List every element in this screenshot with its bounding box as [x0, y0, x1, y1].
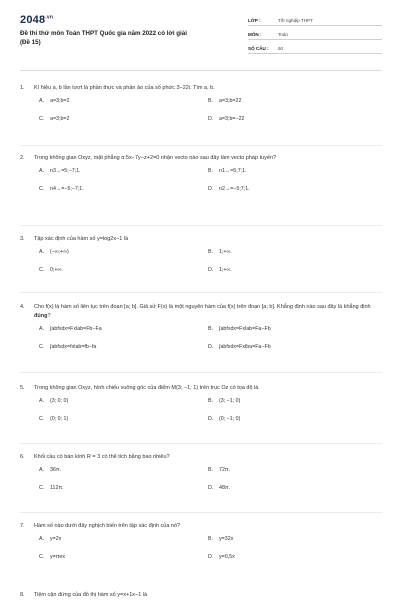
option-text: y=0,5x — [219, 554, 235, 560]
option-letter: C. — [39, 344, 45, 350]
option-text: a=3;b=22 — [219, 98, 242, 104]
option-text: 36π. — [50, 467, 62, 473]
meta-row-subject — [248, 26, 382, 40]
question-separator — [20, 372, 382, 373]
question-body-emphasis: đúng — [34, 313, 48, 319]
question-text — [20, 84, 382, 93]
question-body: Hàm số nào dưới đây nghịch biến trên tập xác định của nó? — [34, 523, 181, 529]
option-letter: B. — [208, 398, 214, 404]
option-text: (−∞;+∞) — [50, 249, 69, 255]
option-text: n4→=−5;−7;1. — [50, 186, 84, 192]
question-body: Tập xác định của hàm số y=log2x−1 là — [34, 236, 129, 242]
option-text: a=3;b=2 — [50, 116, 70, 122]
question-4 — [20, 303, 382, 364]
question-separator — [20, 145, 382, 146]
answer-options — [20, 536, 382, 574]
logo-main: 2048 — [20, 14, 46, 26]
option-b[interactable] — [208, 98, 358, 104]
document-header — [20, 12, 382, 62]
exam-title-line2: (Đề 15) — [20, 39, 41, 46]
header-divider — [20, 70, 382, 71]
question-text — [20, 235, 382, 244]
option-b[interactable] — [208, 168, 358, 174]
option-b[interactable] — [208, 326, 358, 332]
answer-options — [20, 98, 382, 136]
question-5 — [20, 384, 382, 436]
meta-value: Tốt nghiệp THPT — [278, 18, 313, 23]
answer-options — [20, 326, 382, 364]
option-letter: A. — [39, 536, 45, 542]
option-d[interactable] — [208, 554, 358, 560]
option-c[interactable] — [39, 116, 189, 122]
option-text: 48π. — [219, 485, 231, 491]
question-body: Trong không gian Oxyz, hình chiếu vuông góc của điểm M(3; −1; 1) trên trục Oz có tọa độ là — [34, 385, 259, 391]
question-body: Trong không gian Oxyz, mặt phẳng α:5x−7y−z+2=0 nhận vecto nào sau đây làm vecto pháp tuyến? — [34, 155, 277, 161]
option-b[interactable] — [208, 467, 358, 473]
answer-options — [20, 249, 382, 287]
option-letter: D. — [208, 267, 214, 273]
option-letter: A. — [39, 249, 45, 255]
question-body-post: ? — [47, 313, 51, 319]
option-letter: B. — [208, 98, 214, 104]
option-c[interactable] — [39, 485, 189, 491]
option-letter: D. — [208, 554, 214, 560]
option-text: n3→=5;−7;1. — [50, 168, 81, 174]
question-number: 4. — [20, 304, 25, 310]
question-number: 1. — [20, 85, 25, 91]
logo-suffix: .vn — [45, 14, 54, 21]
option-text: a=3;b=2 — [50, 98, 70, 104]
meta-label: MÔN : — [248, 32, 262, 37]
answer-options — [20, 398, 382, 436]
option-d[interactable] — [208, 485, 358, 491]
option-d[interactable] — [208, 267, 358, 273]
option-letter: C. — [39, 267, 45, 273]
option-letter: D. — [208, 416, 214, 422]
question-text — [20, 303, 382, 321]
option-text: y=2x — [50, 536, 62, 542]
option-text: 1;+∞. — [219, 267, 232, 273]
option-a[interactable] — [39, 326, 189, 332]
question-number: 6. — [20, 454, 25, 460]
option-letter: C. — [39, 485, 45, 491]
option-text: (3; 0; 0) — [50, 398, 69, 404]
option-letter: A. — [39, 398, 45, 404]
question-separator — [20, 292, 382, 293]
option-text: 72π. — [219, 467, 231, 473]
option-letter: B. — [208, 326, 214, 332]
option-text: 1;+∞. — [219, 249, 232, 255]
option-letter: B. — [208, 467, 214, 473]
question-number: 5. — [20, 385, 25, 391]
question-number: 2. — [20, 155, 25, 161]
option-text: 112π. — [50, 485, 64, 491]
option-text: (0; −1; 0) — [219, 416, 241, 422]
exam-title — [20, 29, 250, 47]
option-text: 0;+∞. — [50, 267, 63, 273]
option-text: n1→=5;7;1. — [219, 168, 247, 174]
exam-title-line1: Đề thi thử môn Toán THPT Quốc gia năm 2022 có lời giải — [20, 30, 187, 37]
question-2 — [20, 154, 382, 206]
question-number: 3. — [20, 236, 25, 242]
option-letter: C. — [39, 116, 45, 122]
question-1 — [20, 84, 382, 136]
option-d[interactable] — [208, 186, 358, 192]
question-number: 8. — [20, 592, 25, 598]
option-a[interactable] — [39, 168, 189, 174]
question-8 — [20, 591, 382, 600]
option-letter: C. — [39, 416, 45, 422]
option-letter: B. — [208, 168, 214, 174]
option-text: n2→=−5;7;1. — [219, 186, 250, 192]
option-a[interactable] — [39, 249, 189, 255]
option-b[interactable] — [208, 249, 358, 255]
option-letter: B. — [208, 536, 214, 542]
question-7 — [20, 522, 382, 574]
option-text: y=32x — [219, 536, 234, 542]
option-a[interactable] — [39, 536, 189, 542]
option-c[interactable] — [39, 186, 189, 192]
option-c[interactable] — [39, 267, 189, 273]
option-letter: C. — [39, 554, 45, 560]
question-body — [34, 303, 382, 321]
option-b[interactable] — [208, 398, 358, 404]
answer-options — [20, 168, 382, 206]
option-letter: A. — [39, 326, 45, 332]
option-letter: A. — [39, 98, 45, 104]
option-a[interactable] — [39, 98, 189, 104]
question-separator — [20, 225, 382, 226]
option-text: ∫abfxdx=fxlab=fb−fa — [50, 344, 97, 350]
question-text — [20, 591, 382, 600]
option-text: a=3;b=−22 — [219, 116, 245, 122]
question-text — [20, 522, 382, 531]
option-letter: C. — [39, 186, 45, 192]
option-letter: D. — [208, 186, 214, 192]
site-logo[interactable] — [20, 14, 53, 26]
option-text: (0; 0; 1) — [50, 416, 69, 422]
option-letter: B. — [208, 249, 214, 255]
question-body-pre: Cho f(x) là hàm số liên tục trên đoạn [a; b]. Giả sử F(x) là một nguyên hàm của f(x) trên đoạn [a; b]. Khẳng định nào sau đây là khẳng định — [34, 304, 371, 310]
option-c[interactable] — [39, 416, 189, 422]
meta-value: 50 — [278, 46, 284, 51]
option-text: ∫abfxdx=Fxlba=Fa−Fb — [219, 344, 271, 350]
question-text — [20, 384, 382, 393]
question-text — [20, 453, 382, 462]
answer-options — [20, 467, 382, 505]
meta-label: LỚP : — [248, 18, 261, 23]
question-number: 7. — [20, 523, 25, 529]
option-letter: A. — [39, 467, 45, 473]
question-separator — [20, 512, 382, 513]
option-d[interactable] — [208, 416, 358, 422]
option-d[interactable] — [208, 344, 358, 350]
option-text: y=πex — [50, 554, 65, 560]
question-body: Kí hiệu a, b lần lượt là phần thực và phần ảo của số phức 3−22i. Tìm a, b. — [34, 85, 215, 91]
option-c[interactable] — [39, 554, 189, 560]
option-a[interactable] — [39, 467, 189, 473]
option-letter: A. — [39, 168, 45, 174]
option-text: (3; −1; 0) — [219, 398, 241, 404]
meta-row-class — [248, 12, 382, 26]
exam-meta — [248, 12, 382, 54]
option-text: ∫abfxdx=Fxlab=Fa−Fb — [219, 326, 271, 332]
option-b[interactable] — [208, 536, 358, 542]
option-letter: D. — [208, 344, 214, 350]
question-body: Tiệm cận đứng của đồ thị hàm số y=x+1x−1 là — [34, 592, 148, 598]
question-6 — [20, 453, 382, 505]
meta-row-count — [248, 40, 382, 54]
question-3 — [20, 235, 382, 287]
option-letter: D. — [208, 485, 214, 491]
meta-value: Toán — [278, 32, 288, 37]
question-body: Khối cầu có bán kính R = 3 có thể tích bằng bao nhiêu? — [34, 454, 170, 460]
question-text — [20, 154, 382, 163]
option-letter: D. — [208, 116, 214, 122]
option-text: ∫abfxdx=Fxlab=Fb−Fa — [50, 326, 102, 332]
question-separator — [20, 443, 382, 444]
option-a[interactable] — [39, 398, 189, 404]
option-d[interactable] — [208, 116, 358, 122]
option-c[interactable] — [39, 344, 189, 350]
meta-label: SỐ CÂU : — [248, 46, 269, 51]
